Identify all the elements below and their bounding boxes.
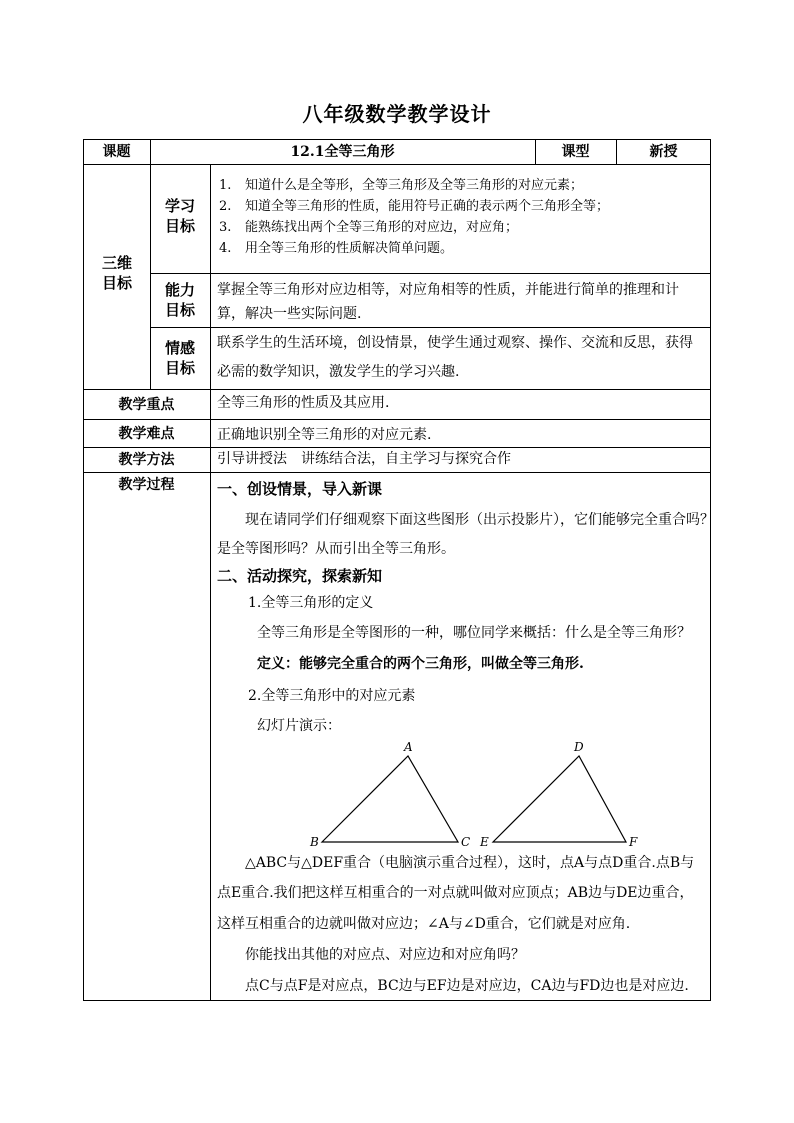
item-number: 1. bbox=[219, 178, 232, 193]
learning-goal-item bbox=[219, 197, 609, 217]
vertex-label-b: B bbox=[310, 835, 319, 849]
page-title: 八年级数学教学设计 bbox=[302, 102, 492, 126]
method-label: 教学方法 bbox=[118, 452, 175, 468]
learning-goal-item bbox=[219, 176, 583, 196]
triangle-def bbox=[493, 756, 626, 842]
item-text: 知道什么是全等形，全等三角形及全等三角形的对应元素； bbox=[245, 178, 584, 193]
topic-value: 12.1全等三角形 bbox=[290, 143, 395, 160]
table-border-bottom bbox=[83, 1000, 711, 1001]
vertex-label-a: A bbox=[404, 740, 413, 754]
triangle-abc bbox=[322, 756, 458, 842]
type-value: 新授 bbox=[649, 143, 678, 160]
table-border-right bbox=[710, 139, 711, 1001]
emotion-goals-line: 联系学生的生活环境，创设情景，使学生通过观察、操作、交流和反思，获得 bbox=[217, 335, 693, 351]
paragraph-line: 这样互相重合的边就叫做对应边；∠A与∠D重合，它们就是对应角. bbox=[217, 916, 631, 932]
ability-goals-label: 能力目标 bbox=[164, 281, 195, 319]
table-rule bbox=[150, 273, 711, 274]
difficulty-value: 正确地识别全等三角形的对应元素. bbox=[217, 427, 432, 443]
table-rule bbox=[150, 139, 151, 390]
ability-goals-line: 掌握全等三角形对应边相等，对应角相等的性质，并能进行简单的推理和计 bbox=[217, 282, 679, 298]
slide-label: 幻灯片演示： bbox=[257, 718, 341, 734]
method-value: 引导讲授法 讲练结合法，自主学习与探究合作 bbox=[217, 451, 511, 467]
paragraph-line: 全等三角形是全等图形的一种，哪位同学来概括：什么是全等三角形？ bbox=[257, 625, 691, 641]
item-text: 知道全等三角形的性质，能用符号正确的表示两个三角形全等； bbox=[245, 199, 610, 214]
vertex-label-e: E bbox=[480, 835, 489, 849]
subsection-title: 2.全等三角形中的对应元素 bbox=[248, 688, 416, 704]
section-heading: 二、活动探究，探索新知 bbox=[217, 567, 383, 585]
table-rule bbox=[210, 389, 211, 1001]
item-number: 3. bbox=[219, 220, 232, 235]
learning-goals-label: 学习目标 bbox=[164, 197, 195, 235]
key-point-label: 教学重点 bbox=[118, 396, 175, 413]
paragraph-line: 现在请同学们仔细观察下面这些图形（出示投影片），它们能够完全重合吗？ bbox=[245, 512, 714, 528]
learning-goal-item bbox=[219, 218, 518, 238]
lesson-table bbox=[83, 139, 714, 1001]
emotion-goals-line: 必需的数学知识，激发学生的学习兴趣. bbox=[217, 364, 460, 380]
ability-goals-line: 算，解决一些实际问题. bbox=[217, 306, 362, 322]
item-text: 能熟练找出两个全等三角形的对应边，对应角； bbox=[245, 220, 519, 235]
item-number: 2. bbox=[219, 199, 232, 214]
vertex-label-d: D bbox=[574, 740, 584, 754]
item-text: 用全等三角形的性质解决简单问题。 bbox=[245, 241, 454, 256]
learning-goal-item bbox=[219, 239, 453, 259]
vertex-label-f: F bbox=[629, 835, 638, 849]
table-rule bbox=[150, 327, 711, 328]
topic-label: 课题 bbox=[102, 143, 131, 160]
congruent-triangles-figure bbox=[303, 737, 653, 849]
paragraph-line: △ABC与△DEF重合（电脑演示重合过程），这时，点A与点D重合.点B与 bbox=[245, 855, 695, 871]
process-label: 教学过程 bbox=[118, 477, 175, 493]
paragraph-line: 点E重合.我们把这样互相重合的一对点就叫做对应顶点；AB边与DE边重合， bbox=[217, 885, 694, 901]
section-heading: 一、创设情景，导入新课 bbox=[217, 480, 383, 498]
paragraph-line: 是全等图形吗？从而引出全等三角形。 bbox=[217, 541, 455, 557]
answer-text: 点C与点F是对应点，BC边与EF边是对应边，CA边与FD边也是对应边. bbox=[245, 978, 689, 994]
type-label: 课型 bbox=[561, 143, 590, 160]
goals-group-label: 三维目标 bbox=[101, 254, 132, 292]
vertex-label-c: C bbox=[461, 835, 471, 849]
item-number: 4. bbox=[219, 241, 232, 256]
difficulty-label: 教学难点 bbox=[118, 425, 175, 442]
question-text: 你能找出其他的对应点、对应边和对应角吗？ bbox=[245, 947, 525, 963]
emotion-goals-label: 情感目标 bbox=[164, 339, 195, 377]
table-rule bbox=[210, 164, 211, 390]
definition-text: 定义：能够完全重合的两个三角形，叫做全等三角形. bbox=[257, 656, 584, 672]
table-border-left bbox=[83, 139, 84, 1001]
key-point-value: 全等三角形的性质及其应用. bbox=[217, 395, 390, 411]
subsection-title: 1.全等三角形的定义 bbox=[248, 595, 374, 611]
